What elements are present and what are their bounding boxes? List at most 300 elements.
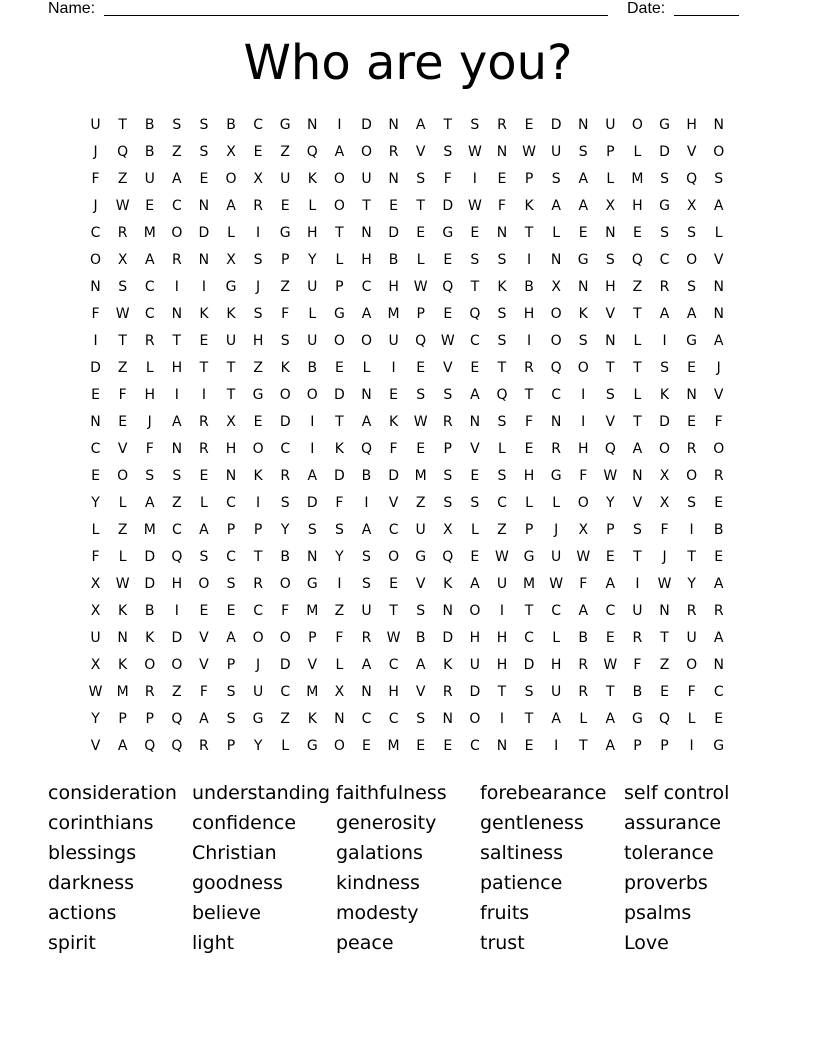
grid-letter[interactable]: K <box>307 171 317 187</box>
grid-letter[interactable]: R <box>632 630 643 646</box>
grid-letter[interactable]: P <box>226 657 236 673</box>
grid-letter[interactable]: S <box>632 522 642 538</box>
grid-letter[interactable]: I <box>174 387 179 403</box>
grid-letter[interactable]: Q <box>604 441 616 457</box>
grid-letter[interactable]: A <box>686 306 697 322</box>
grid-letter[interactable]: S <box>605 387 615 403</box>
grid-letter[interactable]: L <box>687 711 696 727</box>
grid-letter[interactable]: X <box>686 198 697 214</box>
grid-letter[interactable]: V <box>90 738 101 754</box>
grid-letter[interactable]: C <box>551 603 562 619</box>
grid-letter[interactable]: E <box>687 414 697 430</box>
grid-letter[interactable]: F <box>335 630 344 646</box>
grid-letter[interactable]: U <box>469 657 480 673</box>
grid-letter[interactable]: N <box>605 333 616 349</box>
grid-letter[interactable]: W <box>549 576 564 592</box>
grid-letter[interactable]: Z <box>117 522 128 538</box>
grid-letter[interactable]: O <box>144 657 156 673</box>
grid-letter[interactable]: O <box>659 441 671 457</box>
grid-letter[interactable]: F <box>525 414 534 430</box>
grid-letter[interactable]: N <box>388 171 399 187</box>
grid-letter[interactable]: O <box>279 387 291 403</box>
grid-letter[interactable]: I <box>201 387 206 403</box>
grid-letter[interactable]: N <box>171 306 183 322</box>
grid-letter[interactable]: W <box>88 684 103 700</box>
grid-letter[interactable]: T <box>389 603 398 619</box>
grid-letter[interactable]: Z <box>172 144 182 160</box>
grid-letter[interactable]: O <box>550 333 562 349</box>
grid-letter[interactable]: Y <box>687 576 696 592</box>
grid-letter[interactable]: C <box>253 117 263 133</box>
grid-letter[interactable]: E <box>253 414 263 430</box>
grid-letter[interactable]: L <box>579 711 588 727</box>
grid-letter[interactable]: T <box>497 360 507 376</box>
grid-letter[interactable]: I <box>174 603 179 619</box>
grid-letter[interactable]: U <box>252 684 264 700</box>
grid-letter[interactable]: T <box>335 225 344 241</box>
grid-letter[interactable]: P <box>145 711 154 727</box>
grid-letter[interactable]: N <box>90 414 101 430</box>
grid-letter[interactable]: P <box>443 441 452 457</box>
grid-letter[interactable]: G <box>415 549 427 565</box>
grid-letter[interactable]: T <box>524 711 534 727</box>
grid-letter[interactable]: L <box>552 630 561 646</box>
grid-letter[interactable]: S <box>145 468 155 484</box>
grid-letter[interactable]: P <box>308 630 317 646</box>
grid-letter[interactable]: Q <box>306 144 318 160</box>
grid-letter[interactable]: E <box>91 387 100 403</box>
grid-letter[interactable]: L <box>200 495 208 511</box>
grid-letter[interactable]: O <box>686 252 698 268</box>
grid-letter[interactable]: S <box>280 333 290 349</box>
grid-letter[interactable]: I <box>174 279 179 295</box>
grid-letter[interactable]: S <box>578 333 588 349</box>
grid-letter[interactable]: I <box>364 495 369 511</box>
grid-letter[interactable]: S <box>416 387 426 403</box>
grid-letter[interactable]: T <box>226 387 236 403</box>
grid-letter[interactable]: E <box>443 252 453 268</box>
grid-letter[interactable]: C <box>144 306 155 322</box>
grid-letter[interactable]: U <box>280 171 291 187</box>
grid-letter[interactable]: X <box>334 684 345 700</box>
grid-letter[interactable]: A <box>578 198 589 214</box>
grid-letter[interactable]: U <box>361 171 372 187</box>
grid-letter[interactable]: G <box>306 738 318 754</box>
grid-letter[interactable]: H <box>307 225 318 241</box>
grid-letter[interactable]: J <box>256 279 261 295</box>
grid-letter[interactable]: Y <box>335 549 344 565</box>
grid-letter[interactable]: I <box>337 117 342 133</box>
grid-letter[interactable]: N <box>713 117 724 133</box>
grid-letter[interactable]: U <box>144 171 155 187</box>
grid-letter[interactable]: S <box>253 252 263 268</box>
grid-letter[interactable]: S <box>172 468 182 484</box>
grid-letter[interactable]: E <box>443 738 453 754</box>
grid-letter[interactable]: O <box>171 657 183 673</box>
grid-letter[interactable]: W <box>386 630 401 646</box>
grid-letter[interactable]: D <box>659 414 670 430</box>
grid-letter[interactable]: C <box>361 279 372 295</box>
grid-letter[interactable]: U <box>225 333 237 349</box>
grid-letter[interactable]: C <box>469 738 480 754</box>
grid-letter[interactable]: S <box>362 576 371 592</box>
grid-letter[interactable]: J <box>93 198 98 214</box>
grid-letter[interactable]: X <box>253 171 263 187</box>
grid-letter[interactable]: O <box>306 387 318 403</box>
grid-letter[interactable]: S <box>226 684 236 700</box>
grid-letter[interactable]: U <box>551 684 562 700</box>
grid-letter[interactable]: B <box>226 117 236 133</box>
grid-letter[interactable]: F <box>497 198 506 214</box>
grid-letter[interactable]: R <box>171 252 182 268</box>
grid-letter[interactable]: D <box>442 630 454 646</box>
grid-letter[interactable]: B <box>388 252 399 268</box>
grid-letter[interactable]: O <box>686 657 698 673</box>
grid-letter[interactable]: T <box>443 117 453 133</box>
grid-letter[interactable]: M <box>116 684 129 700</box>
grid-letter[interactable]: B <box>361 468 372 484</box>
grid-letter[interactable]: L <box>416 252 425 268</box>
grid-letter[interactable]: C <box>605 603 616 619</box>
grid-letter[interactable]: N <box>225 468 237 484</box>
grid-letter[interactable]: O <box>279 576 291 592</box>
grid-letter[interactable]: P <box>633 738 642 754</box>
grid-letter[interactable]: S <box>687 279 697 295</box>
grid-letter[interactable]: Q <box>360 441 372 457</box>
grid-letter[interactable]: W <box>522 144 536 160</box>
grid-letter[interactable]: S <box>199 144 209 160</box>
grid-letter[interactable]: D <box>442 198 454 214</box>
grid-letter[interactable]: C <box>280 441 291 457</box>
grid-letter[interactable]: X <box>551 279 561 295</box>
grid-letter[interactable]: E <box>199 171 209 187</box>
grid-letter[interactable]: G <box>577 252 589 268</box>
grid-letter[interactable]: T <box>199 360 209 376</box>
grid-letter[interactable]: D <box>388 468 399 484</box>
grid-letter[interactable]: U <box>307 279 318 295</box>
grid-letter[interactable]: E <box>470 225 480 241</box>
grid-letter[interactable]: J <box>93 144 98 160</box>
grid-letter[interactable]: Z <box>659 657 670 673</box>
grid-letter[interactable]: H <box>388 684 399 700</box>
grid-letter[interactable]: D <box>523 657 535 673</box>
grid-letter[interactable]: T <box>172 333 182 349</box>
grid-letter[interactable]: A <box>470 387 480 403</box>
grid-letter[interactable]: A <box>578 171 589 187</box>
grid-letter[interactable]: B <box>144 144 155 160</box>
grid-letter[interactable]: S <box>307 522 317 538</box>
grid-letter[interactable]: X <box>226 144 236 160</box>
grid-letter[interactable]: C <box>497 495 507 511</box>
grid-letter[interactable]: N <box>171 441 183 457</box>
grid-letter[interactable]: R <box>117 225 128 241</box>
grid-letter[interactable]: R <box>144 333 155 349</box>
grid-letter[interactable]: Y <box>280 522 290 538</box>
grid-letter[interactable]: I <box>337 576 342 592</box>
grid-letter[interactable]: R <box>144 684 155 700</box>
grid-letter[interactable]: S <box>253 306 263 322</box>
grid-letter[interactable]: R <box>551 441 561 457</box>
grid-letter[interactable]: O <box>279 630 291 646</box>
grid-letter[interactable]: S <box>280 495 290 511</box>
grid-letter[interactable]: A <box>605 738 616 754</box>
grid-letter[interactable]: L <box>281 738 290 754</box>
grid-letter[interactable]: E <box>416 738 426 754</box>
grid-letter[interactable]: E <box>416 360 426 376</box>
grid-letter[interactable]: K <box>199 306 209 322</box>
grid-letter[interactable]: A <box>361 306 372 322</box>
grid-letter[interactable]: D <box>171 630 183 646</box>
word-search-grid[interactable] <box>82 113 732 761</box>
grid-letter[interactable]: R <box>253 198 263 214</box>
grid-letter[interactable]: T <box>226 360 236 376</box>
grid-letter[interactable]: S <box>497 333 507 349</box>
grid-letter[interactable]: I <box>635 576 640 592</box>
grid-letter[interactable]: L <box>145 360 154 376</box>
grid-letter[interactable]: R <box>199 738 209 754</box>
grid-letter[interactable]: L <box>470 522 479 538</box>
grid-letter[interactable]: T <box>524 225 534 241</box>
grid-letter[interactable]: K <box>524 198 534 214</box>
grid-letter[interactable]: S <box>443 387 453 403</box>
grid-letter[interactable]: P <box>226 522 236 538</box>
grid-letter[interactable]: E <box>714 549 724 565</box>
grid-letter[interactable]: S <box>497 252 507 268</box>
grid-letter[interactable]: A <box>415 117 426 133</box>
grid-letter[interactable]: Z <box>253 360 263 376</box>
grid-letter[interactable]: G <box>659 198 670 214</box>
grid-letter[interactable]: T <box>687 549 696 565</box>
grid-letter[interactable]: O <box>225 171 237 187</box>
grid-letter[interactable]: B <box>578 630 589 646</box>
grid-letter[interactable]: L <box>552 495 561 511</box>
grid-letter[interactable]: Q <box>117 144 129 160</box>
grid-letter[interactable]: V <box>605 306 616 322</box>
grid-letter[interactable]: T <box>606 684 615 700</box>
grid-letter[interactable]: N <box>713 657 724 673</box>
grid-letter[interactable]: S <box>172 117 182 133</box>
grid-letter[interactable]: P <box>606 144 615 160</box>
grid-letter[interactable]: A <box>632 441 643 457</box>
grid-letter[interactable]: C <box>171 522 182 538</box>
grid-letter[interactable]: I <box>581 387 586 403</box>
grid-letter[interactable]: S <box>416 171 426 187</box>
grid-letter[interactable]: E <box>605 630 615 646</box>
grid-letter[interactable]: G <box>631 711 643 727</box>
grid-letter[interactable]: I <box>662 333 667 349</box>
grid-letter[interactable]: G <box>442 225 454 241</box>
grid-letter[interactable]: J <box>554 522 559 538</box>
grid-letter[interactable]: A <box>199 522 209 538</box>
grid-letter[interactable]: H <box>171 576 183 592</box>
grid-letter[interactable]: R <box>199 414 209 430</box>
grid-letter[interactable]: U <box>361 603 372 619</box>
grid-letter[interactable]: R <box>686 441 697 457</box>
grid-letter[interactable]: N <box>117 630 128 646</box>
grid-letter[interactable]: K <box>118 657 128 673</box>
grid-letter[interactable]: C <box>253 603 263 619</box>
grid-letter[interactable]: W <box>657 576 672 592</box>
grid-letter[interactable]: N <box>713 306 724 322</box>
grid-letter[interactable]: Q <box>496 387 508 403</box>
grid-letter[interactable]: B <box>713 522 724 538</box>
grid-letter[interactable]: T <box>524 603 534 619</box>
grid-letter[interactable]: A <box>172 171 182 187</box>
grid-letter[interactable]: L <box>498 441 506 457</box>
grid-letter[interactable]: U <box>90 117 101 133</box>
grid-letter[interactable]: G <box>252 387 264 403</box>
grid-letter[interactable]: T <box>606 360 615 376</box>
grid-letter[interactable]: P <box>660 738 669 754</box>
name-field[interactable] <box>104 15 608 16</box>
grid-letter[interactable]: E <box>632 225 642 241</box>
grid-letter[interactable]: K <box>145 630 155 646</box>
grid-letter[interactable]: Z <box>497 522 507 538</box>
grid-letter[interactable]: R <box>713 603 724 619</box>
grid-letter[interactable]: R <box>659 279 670 295</box>
grid-letter[interactable]: V <box>605 414 616 430</box>
grid-letter[interactable]: K <box>253 468 263 484</box>
grid-letter[interactable]: O <box>360 333 372 349</box>
grid-letter[interactable]: C <box>144 279 155 295</box>
grid-letter[interactable]: L <box>335 657 344 673</box>
grid-letter[interactable]: E <box>91 468 100 484</box>
grid-letter[interactable]: E <box>199 603 209 619</box>
grid-letter[interactable]: I <box>93 333 98 349</box>
grid-letter[interactable]: V <box>307 657 318 673</box>
grid-letter[interactable]: Y <box>91 711 100 727</box>
grid-letter[interactable]: G <box>306 576 318 592</box>
grid-letter[interactable]: O <box>713 441 725 457</box>
grid-letter[interactable]: G <box>523 549 535 565</box>
grid-letter[interactable]: A <box>361 522 372 538</box>
grid-letter[interactable]: E <box>687 360 697 376</box>
grid-letter[interactable]: O <box>333 171 345 187</box>
grid-letter[interactable]: F <box>91 171 100 187</box>
grid-letter[interactable]: X <box>226 252 236 268</box>
grid-letter[interactable]: A <box>713 198 724 214</box>
grid-letter[interactable]: E <box>470 549 480 565</box>
grid-letter[interactable]: D <box>198 225 210 241</box>
grid-letter[interactable]: W <box>115 198 130 214</box>
grid-letter[interactable]: U <box>415 522 426 538</box>
grid-letter[interactable]: J <box>256 657 261 673</box>
grid-letter[interactable]: Z <box>117 171 128 187</box>
grid-letter[interactable]: W <box>495 549 509 565</box>
grid-letter[interactable]: O <box>171 225 183 241</box>
grid-letter[interactable]: I <box>689 522 694 538</box>
grid-letter[interactable]: S <box>660 171 669 187</box>
grid-letter[interactable]: D <box>334 387 345 403</box>
grid-letter[interactable]: A <box>144 252 155 268</box>
grid-letter[interactable]: N <box>659 603 670 619</box>
grid-letter[interactable]: R <box>686 603 697 619</box>
grid-letter[interactable]: E <box>416 441 426 457</box>
grid-letter[interactable]: O <box>333 333 345 349</box>
grid-letter[interactable]: R <box>524 360 534 376</box>
grid-letter[interactable]: W <box>115 306 130 322</box>
grid-letter[interactable]: S <box>524 684 534 700</box>
grid-letter[interactable]: V <box>632 495 643 511</box>
grid-letter[interactable]: J <box>716 360 721 376</box>
grid-letter[interactable]: K <box>659 387 670 403</box>
grid-letter[interactable]: X <box>578 522 589 538</box>
grid-letter[interactable]: U <box>388 333 399 349</box>
grid-letter[interactable]: L <box>633 333 642 349</box>
grid-letter[interactable]: E <box>660 684 669 700</box>
grid-letter[interactable]: K <box>334 441 344 457</box>
grid-letter[interactable]: R <box>442 414 453 430</box>
grid-letter[interactable]: E <box>280 198 290 214</box>
grid-letter[interactable]: Q <box>415 333 427 349</box>
grid-letter[interactable]: S <box>497 306 507 322</box>
grid-letter[interactable]: U <box>686 630 697 646</box>
grid-letter[interactable]: O <box>713 144 725 160</box>
grid-letter[interactable]: K <box>443 576 453 592</box>
grid-letter[interactable]: Q <box>442 279 454 295</box>
grid-letter[interactable]: T <box>416 198 425 214</box>
grid-letter[interactable]: H <box>686 117 697 133</box>
grid-letter[interactable]: Z <box>415 495 426 511</box>
grid-letter[interactable]: T <box>660 630 669 646</box>
grid-letter[interactable]: E <box>253 144 263 160</box>
grid-letter[interactable]: E <box>416 225 426 241</box>
grid-letter[interactable]: F <box>281 306 290 322</box>
grid-letter[interactable]: A <box>659 306 670 322</box>
grid-letter[interactable]: P <box>524 522 534 538</box>
grid-letter[interactable]: L <box>118 495 127 511</box>
grid-letter[interactable]: Q <box>171 711 183 727</box>
grid-letter[interactable]: F <box>633 657 642 673</box>
grid-letter[interactable]: O <box>360 144 372 160</box>
grid-letter[interactable]: M <box>523 576 536 592</box>
grid-letter[interactable]: S <box>226 711 236 727</box>
grid-letter[interactable]: R <box>497 117 507 133</box>
grid-letter[interactable]: L <box>227 225 235 241</box>
grid-letter[interactable]: H <box>361 252 372 268</box>
grid-letter[interactable]: E <box>443 306 453 322</box>
grid-letter[interactable]: M <box>306 684 319 700</box>
grid-letter[interactable]: J <box>662 549 667 565</box>
grid-letter[interactable]: S <box>497 414 507 430</box>
grid-letter[interactable]: C <box>659 252 670 268</box>
grid-letter[interactable]: C <box>361 711 372 727</box>
grid-letter[interactable]: I <box>256 225 261 241</box>
grid-letter[interactable]: N <box>496 225 508 241</box>
grid-letter[interactable]: X <box>90 576 101 592</box>
grid-letter[interactable]: H <box>577 441 589 457</box>
grid-letter[interactable]: T <box>470 279 480 295</box>
grid-letter[interactable]: Q <box>659 711 671 727</box>
grid-letter[interactable]: C <box>524 630 534 646</box>
grid-letter[interactable]: N <box>361 387 372 403</box>
grid-letter[interactable]: O <box>117 468 129 484</box>
grid-letter[interactable]: H <box>171 360 183 376</box>
grid-letter[interactable]: T <box>633 306 642 322</box>
grid-letter[interactable]: Z <box>632 279 643 295</box>
grid-letter[interactable]: A <box>415 657 426 673</box>
grid-letter[interactable]: Q <box>442 549 454 565</box>
grid-letter[interactable]: F <box>91 306 100 322</box>
grid-letter[interactable]: A <box>361 657 372 673</box>
grid-letter[interactable]: N <box>307 117 318 133</box>
grid-letter[interactable]: E <box>199 468 209 484</box>
grid-letter[interactable]: I <box>581 414 586 430</box>
grid-letter[interactable]: N <box>577 279 589 295</box>
grid-letter[interactable]: W <box>576 549 591 565</box>
grid-letter[interactable]: M <box>414 468 427 484</box>
grid-letter[interactable]: G <box>333 306 345 322</box>
